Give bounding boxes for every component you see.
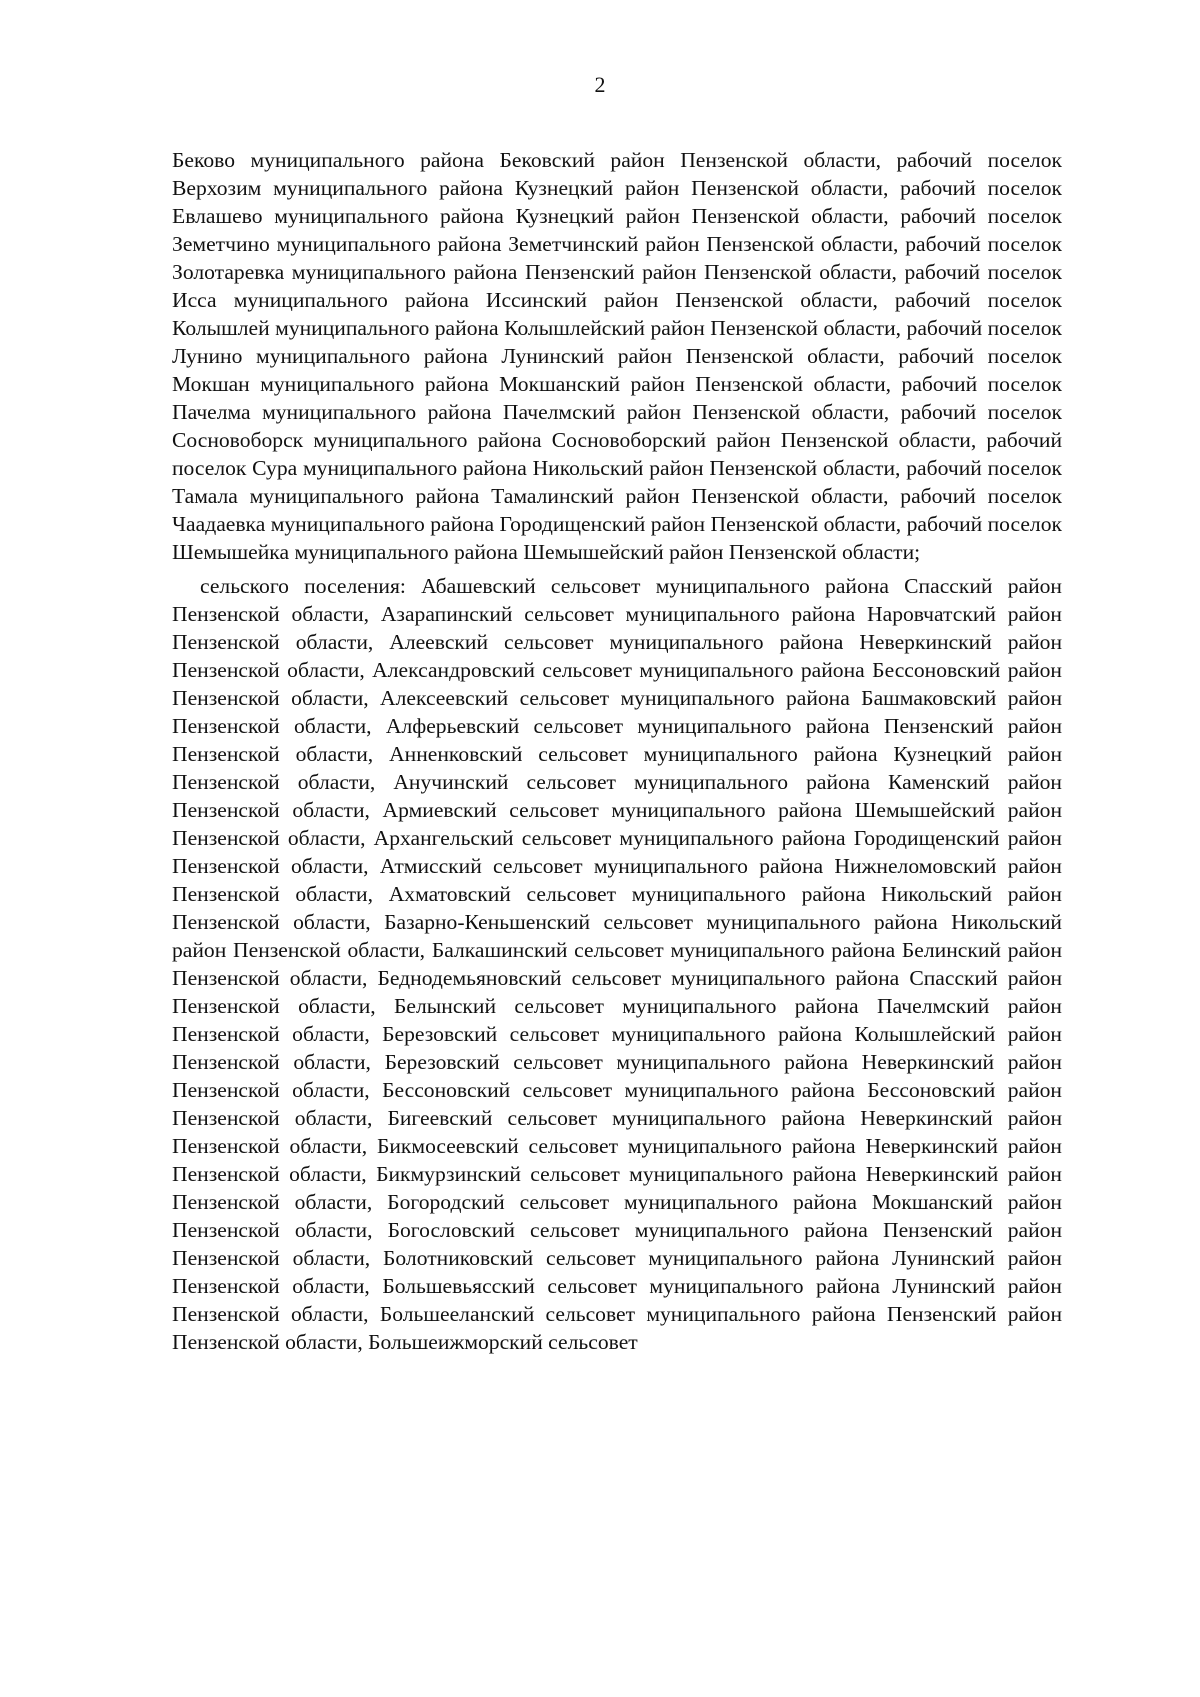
paragraph-urban-settlements: Беково муниципального района Бековский район Пензенской области, рабочий поселок Верхозим муниципального района Кузнецкий район Пензенской области, рабочий поселок Евлашево муниципального района Кузнецкий район Пензенской области, рабочий поселок Земетчино муниципального района Земетчинский район Пензенской области, рабочий поселок Золотаревка муниципального района Пензенский район Пензенской области, рабочий поселок Исса муниципального района Иссинский район Пензенской области, рабочий поселок Колышлей муниципального района Колышлейский район Пензенской области, рабочий поселок Лунино муниципального района Лунинский район Пензенской области, рабочий поселок Мокшан муниципального района Мокшанский район Пензенской области, рабочий поселок Пачелма муниципального района Пачелмский район Пензенской области, рабочий поселок Сосновоборск муниципального района Сосновоборский район Пензенской области, рабочий поселок Сура муниципального района Никольский район Пензенской области, рабочий поселок Тамала муниципального района Тамалинский район Пензенской области, рабочий поселок Чаадаевка муниципального района Городищенский район Пензенской области, рабочий поселок Шемышейка муниципального района Шемышейский район Пензенской области; bbox=[172, 148, 1062, 564]
document-body bbox=[172, 146, 1062, 1356]
paragraph-rural-settlements: сельского поселения: Абашевский сельсовет муниципального района Спасский район Пензенской области, Азарапинский сельсовет муниципального района Наровчатский район Пензенской области, Алеевский сельсовет муниципального района Неверкинский район Пензенской области, Александровский сельсовет муниципального района Бессоновский район Пензенской области, Алексеевский сельсовет муниципального района Башмаковский район Пензенской области, Алферьевский сельсовет муниципального района Пензенский район Пензенской области, Анненковский сельсовет муниципального района Кузнецкий район Пензенской области, Анучинский сельсовет муниципального района Каменский район Пензенской области, Армиевский сельсовет муниципального района Шемышейский район Пензенской области, Архангельский сельсовет муниципального района Городищенский район Пензенской области, Атмисский сельсовет муниципального района Нижнеломовский район Пензенской области, Ахматовский сельсовет муниципального района Никольский район Пензенской области, Базарно-Кеньшенский сельсовет муниципального района Никольский район Пензенской области, Балкашинский сельсовет муниципального района Белинский район Пензенской области, Беднодемьяновский сельсовет муниципального района Спасский район Пензенской области, Белынский сельсовет муниципального района Пачелмский район Пензенской области, Березовский сельсовет муниципального района Колышлейский район Пензенской области, Березовский сельсовет муниципального района Неверкинский район Пензенской области, Бессоновский сельсовет муниципального района Бессоновский район Пензенской области, Бигеевский сельсовет муниципального района Неверкинский район Пензенской области, Бикмосеевский сельсовет муниципального района Неверкинский район Пензенской области, Бикмурзинский сельсовет муниципального района Неверкинский район Пензенской области, Богородский сельсовет муниципального района Мокшанский район Пензенской области, Богословский сельсовет муниципального района Пензенский район Пензенской области, Болотниковский сельсовет муниципального района Лунинский район Пензенской области, Большевьясский сельсовет муниципального района Лунинский район Пензенской области, Большееланский сельсовет муниципального района Пензенский район Пензенской области, Большеижморский сельсовет bbox=[172, 574, 1062, 1354]
page-number: 2 bbox=[594, 72, 606, 97]
